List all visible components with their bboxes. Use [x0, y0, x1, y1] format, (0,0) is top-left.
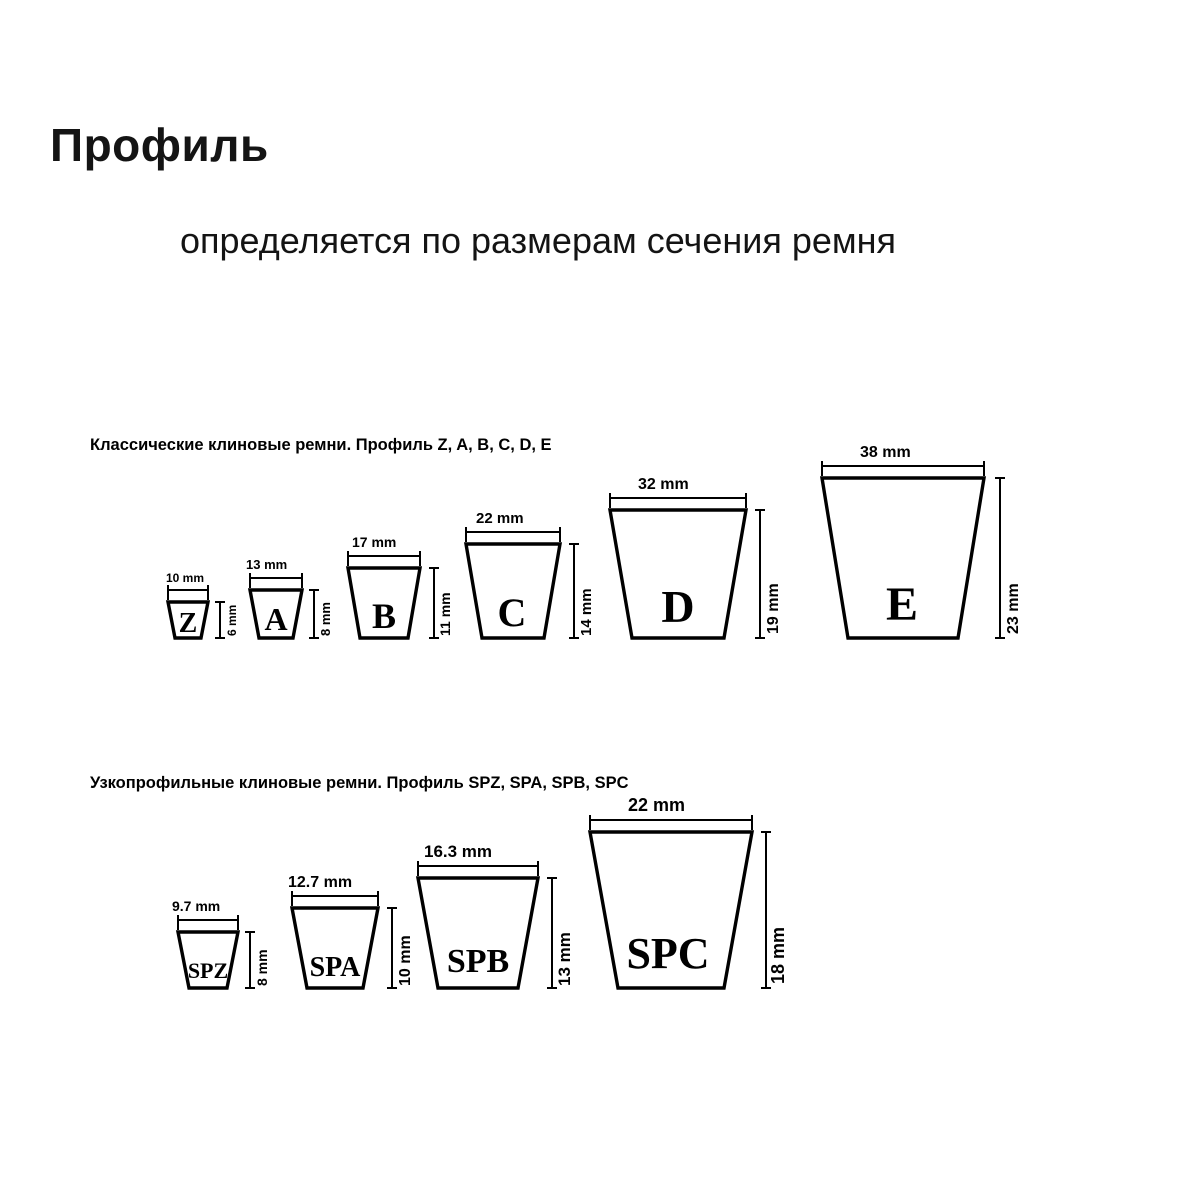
- dim-line-e-width: [822, 461, 984, 476]
- belt-letter-spc: SPC: [626, 929, 710, 978]
- belt-letter-e: E: [885, 578, 919, 631]
- belt-profile-spa: [288, 874, 414, 988]
- dim-line-e-height: [995, 478, 1005, 638]
- dim-line-a-width: [250, 573, 302, 588]
- heading-block: [50, 120, 1160, 268]
- belt-letter-d: D: [661, 581, 695, 632]
- lead-paragraph: определяется по размерам сечения ремня: [180, 219, 896, 261]
- dim-label-spc-width: 22 mm: [628, 795, 686, 815]
- dim-label-z-width: 10 mm: [166, 571, 205, 585]
- dim-label-spa-height: 10 mm: [397, 935, 414, 986]
- belt-profile-spz: [172, 898, 270, 988]
- belt-profile-a: [246, 557, 333, 638]
- dim-line-c-width: [466, 527, 560, 542]
- dim-label-spa-width: 12.7 mm: [288, 874, 353, 891]
- dim-label-spb-width: 16.3 mm: [424, 842, 493, 861]
- belt-profile-spc: [590, 795, 788, 988]
- dim-line-b-width: [348, 551, 420, 566]
- dim-line-spa-width: [292, 891, 378, 906]
- narrow-group-caption: Узкопрофильные клиновые ремни. Профиль SPZ, SPA, SPB, SPC: [90, 774, 629, 792]
- dim-label-e-width: 38 mm: [860, 444, 911, 461]
- belt-profile-d: [610, 476, 782, 638]
- belt-letter-spb: SPB: [446, 943, 510, 980]
- belt-letter-a: A: [264, 601, 288, 637]
- dim-label-a-width: 13 mm: [246, 557, 288, 572]
- dim-line-d-width: [610, 493, 746, 508]
- dim-label-b-width: 17 mm: [352, 534, 397, 550]
- dim-label-c-width: 22 mm: [476, 510, 524, 527]
- dim-line-spc-width: [590, 815, 752, 830]
- dim-label-c-height: 14 mm: [578, 588, 595, 636]
- dim-label-z-height: 6 mm: [225, 604, 239, 636]
- dim-label-spz-width: 9.7 mm: [172, 898, 221, 914]
- dim-line-spz-width: [178, 915, 238, 930]
- page-title: Профиль: [50, 119, 269, 171]
- dim-label-a-height: 8 mm: [318, 602, 333, 636]
- belt-profile-diagram: [60, 420, 1150, 1120]
- belt-letter-spz: SPZ: [187, 958, 229, 983]
- dim-label-e-height: 23 mm: [1005, 583, 1022, 634]
- dim-label-spc-height: 18 mm: [768, 926, 788, 984]
- classic-group-caption: Классические клиновые ремни. Профиль Z, A, B, C, D, E: [90, 436, 552, 454]
- dim-label-b-height: 11 mm: [437, 592, 453, 636]
- belt-profile-c: [466, 510, 595, 638]
- dim-line-z-width: [168, 585, 208, 600]
- belt-profile-e: [822, 444, 1022, 638]
- dim-label-spb-height: 13 mm: [555, 932, 574, 986]
- dim-line-d-height: [755, 510, 765, 638]
- belt-letter-b: B: [371, 596, 397, 636]
- dim-line-spb-width: [418, 861, 538, 876]
- belt-letter-z: Z: [178, 608, 198, 639]
- belt-profile-spb: [418, 842, 574, 988]
- belt-profile-z: [166, 571, 239, 639]
- dim-label-d-width: 32 mm: [638, 476, 689, 493]
- dim-line-spa-height: [387, 908, 397, 988]
- belt-profile-b: [348, 534, 453, 638]
- belt-letter-spa: SPA: [309, 952, 361, 983]
- dim-label-spz-height: 8 mm: [254, 949, 270, 986]
- belt-letter-c: C: [497, 590, 527, 635]
- dim-line-z-height: [215, 602, 225, 638]
- dim-label-d-height: 19 mm: [765, 583, 782, 634]
